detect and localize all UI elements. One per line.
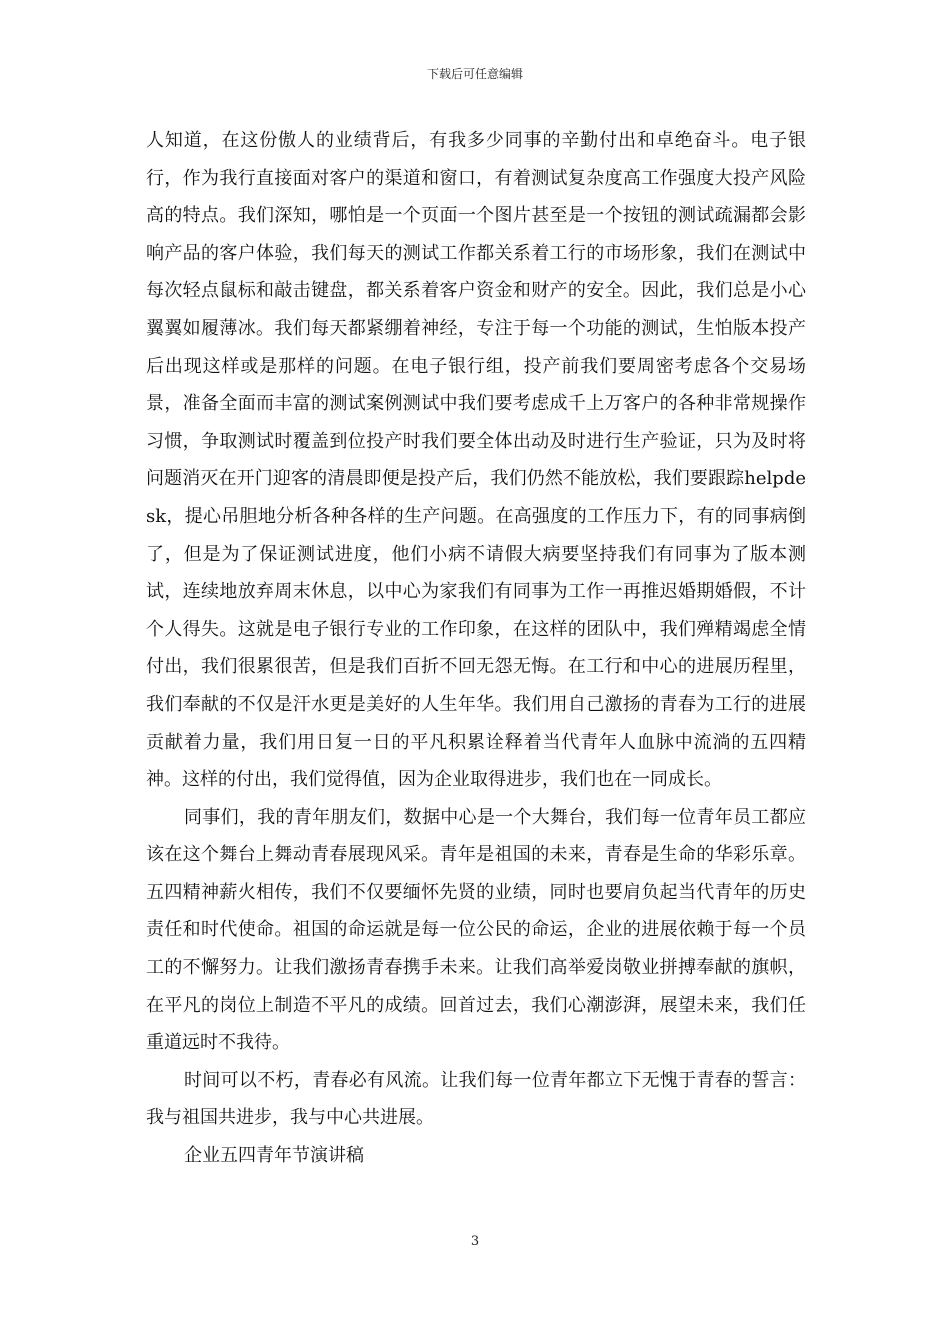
document-body: [146, 122, 806, 1175]
paragraph-closing: 时间可以不朽，青春必有风流。让我们每一位青年都立下无愧于青春的誓言：我与祖国共进步，我与中心共进展。: [146, 1069, 806, 1129]
page-header: 下载后可任意编辑: [426, 67, 523, 81]
speech-title-line: 企业五四青年节演讲稿: [184, 1145, 364, 1167]
paragraph-colleagues: 同事们，我的青年朋友们，数据中心是一个大舞台，我们每一位青年员工都应该在这个舞台上舞动青春展现风采。青年是祖国的未来，青春是生命的华彩乐章。五四精神薪火相传，我们不仅要缅怀先贤的业绩，同时也要肩负起当代青年的历史责任和时代使命。祖国的命运就是每一位公民的命运，企业的进展依赖于每一个员工的不懈努力。让我们激扬青春携手未来。让我们高举爱岗敬业拼搏奉献的旗帜，在平凡的岗位上制造不平凡的成绩。回首过去，我们心潮澎湃，展望未来，我们任重道远时不我待。: [146, 806, 806, 1054]
paragraph-continued: 人知道，在这份傲人的业绩背后，有我多少同事的辛勤付出和卓绝奋斗。电子银行，作为我行直接面对客户的渠道和窗口，有着测试复杂度高工作强度大投产风险高的特点。我们深知，哪怕是一个页面一个图片甚至是一个按钮的测试疏漏都会影响产品的客户体验，我们每天的测试工作都关系着工行的市场形象，我们在测试中每次轻点鼠标和敲击键盘，都关系着客户资金和财产的安全。因此，我们总是小心翼翼如履薄冰。我们每天都紧绷着神经，专注于每一个功能的测试，生怕版本投产后出现这样或是那样的问题。在电子银行组，投产前我们要周密考虑各个交易场景，准备全面而丰富的测试案例测试中我们要考虑成千上万客户的各种非常规操作习惯，争取测试时覆盖到位投产时我们要全体出动及时进行生产验证，只为及时将问题消灭在开门迎客的清晨即便是投产后，我们仍然不能放松，我们要跟踪helpdesk，提心吊胆地分析各种各样的生产问题。在高强度的工作压力下，有的同事病倒了，但是为了保证测试进度，他们小病不请假大病要坚持我们有同事为了版本测试，连续地放弃周末休息，以中心为家我们有同事为工作一再推迟婚期婚假，不计个人得失。这就是电子银行专业的工作印象，在这样的团队中，我们殚精竭虑全情付出，我们很累很苦，但是我们百折不回无怨无悔。在工行和中心的进展历程里，我们奉献的不仅是汗水更是美好的人生年华。我们用自己激扬的青春为工行的进展贡献着力量，我们用日复一日的平凡积累诠释着当代青年人血脉中流淌的五四精神。这样的付出，我们觉得值，因为企业取得进步，我们也在一同成长。: [146, 130, 806, 791]
page-number: 3: [470, 1234, 480, 1249]
